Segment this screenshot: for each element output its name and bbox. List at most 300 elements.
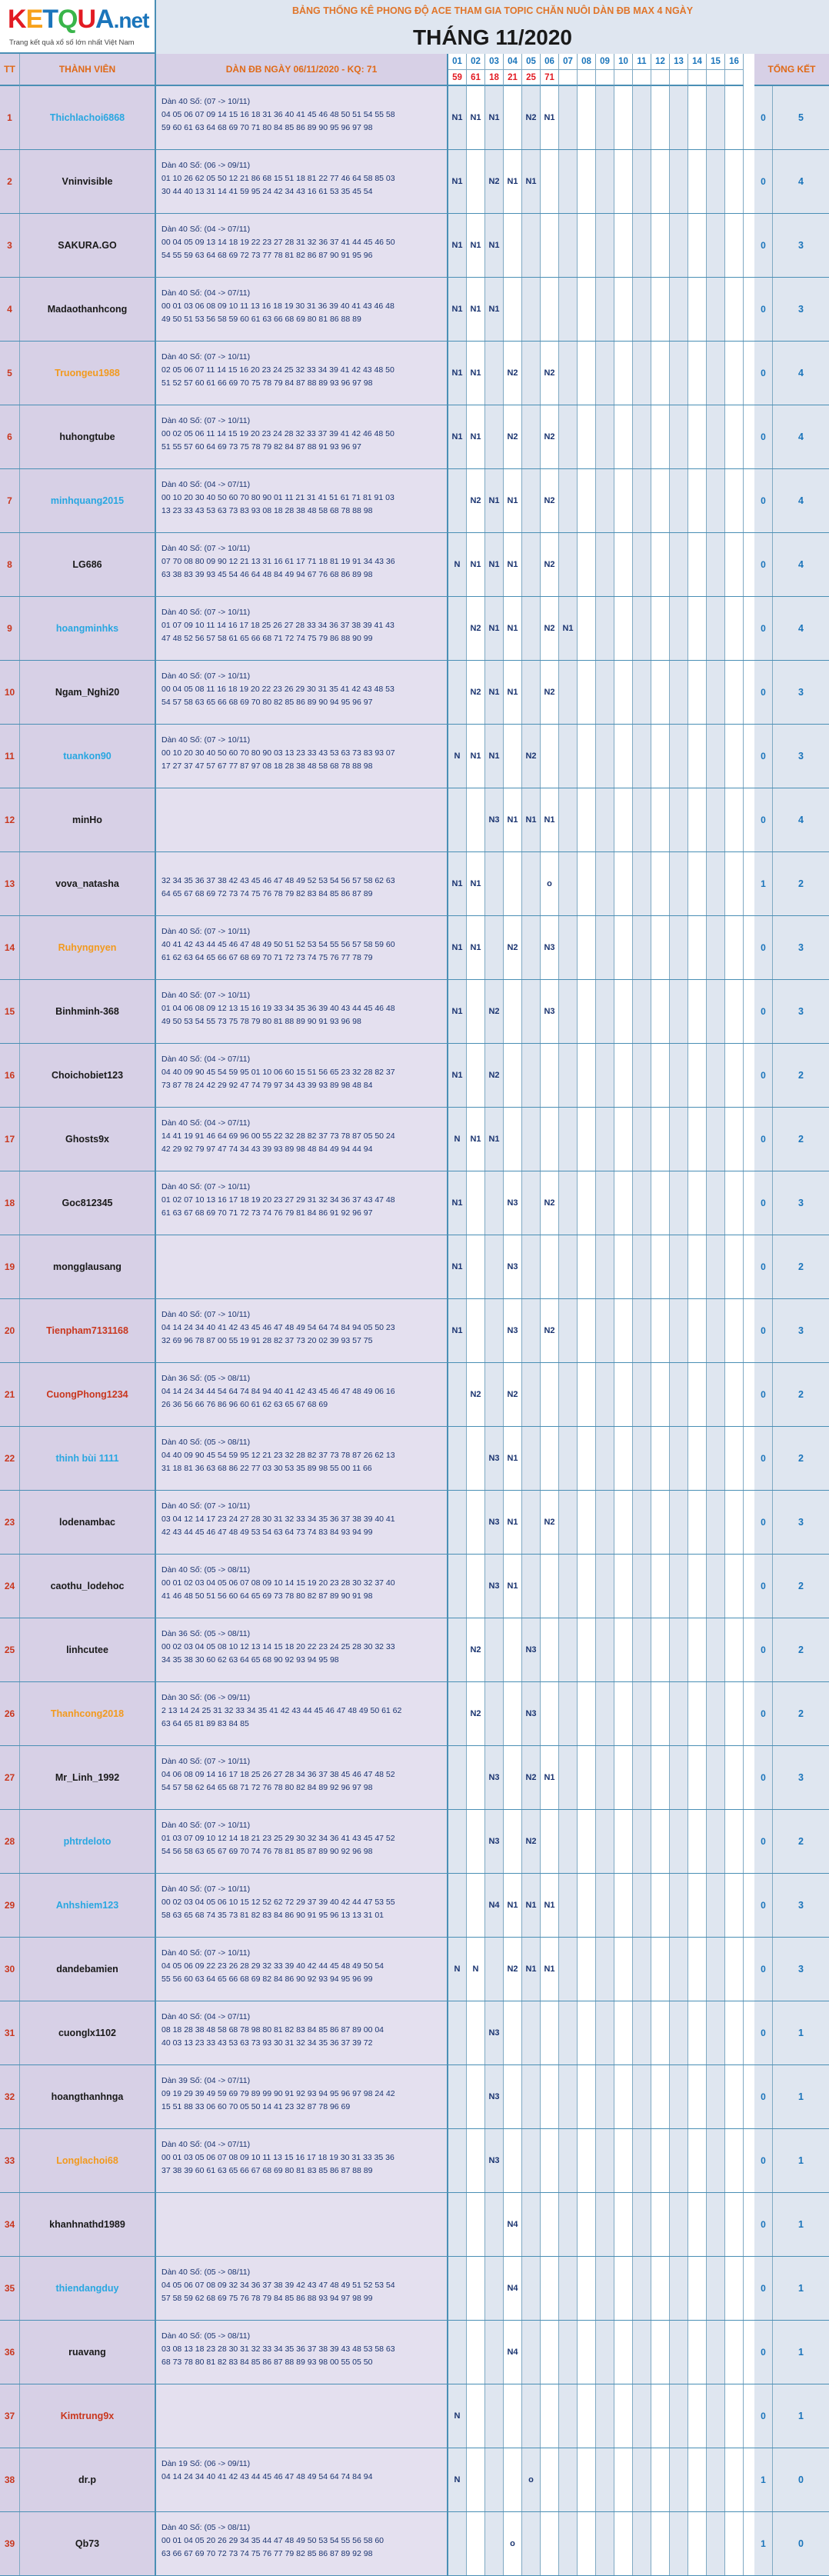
miss-count: 0 [754, 1938, 773, 2001]
day-cell: N [448, 2448, 467, 2511]
total-count: 1 [773, 2129, 829, 2192]
day-cell: N3 [485, 1427, 504, 1490]
day-cell [614, 2001, 633, 2064]
day-cell [707, 2193, 725, 2256]
dan-numbers [156, 86, 448, 149]
dan-line: 04 14 24 34 40 41 42 43 44 45 46 47 48 49 54 64 74 84 94 [161, 2472, 373, 2481]
day-cell [688, 2001, 707, 2064]
day-cell [541, 1555, 559, 1618]
total-count: 0 [773, 2448, 829, 2511]
dan-line: 01 07 09 10 11 14 16 17 18 25 26 27 28 33 34 36 37 38 39 41 43 [161, 621, 395, 630]
dan-line: 2 13 14 24 25 31 32 33 34 35 41 42 43 44 45 46 47 48 49 50 61 62 [161, 1706, 402, 1715]
day-cell [688, 2257, 707, 2320]
day-cell [670, 1044, 688, 1107]
table-row [0, 2512, 829, 2576]
row-index: 9 [0, 597, 20, 660]
dan-line [161, 798, 447, 811]
dan-line: Dàn 30 Số: (06 -> 09/11) [161, 1693, 251, 1702]
day-cell: N1 [485, 533, 504, 596]
day-result [707, 70, 725, 86]
day-cell [670, 342, 688, 405]
day-cell [596, 150, 614, 213]
member-name[interactable]: Mr_Linh_1992 [20, 1746, 156, 1809]
day-cell [633, 1427, 651, 1490]
member-name[interactable]: caothu_lodehoc [20, 1555, 156, 1618]
table-row [0, 469, 829, 533]
col-header-total: TỔNG KẾT [754, 54, 829, 86]
day-cell: N3 [485, 788, 504, 851]
day-header: 10 [614, 54, 633, 70]
total-count: 3 [773, 916, 829, 979]
day-cell [559, 852, 578, 915]
day-cell [614, 278, 633, 341]
member-name[interactable]: ruavang [20, 2321, 156, 2384]
dan-line: 42 43 44 45 46 47 48 49 53 54 63 64 73 74 83 84 93 94 99 [161, 1528, 373, 1537]
member-name[interactable]: Ruhyngnyen [20, 916, 156, 979]
member-name[interactable]: Longlachoi68 [20, 2129, 156, 2192]
dan-line: 15 51 88 33 06 60 70 05 50 14 41 23 32 87 78 96 69 [161, 2102, 351, 2111]
day-cell [504, 852, 522, 915]
row-index: 23 [0, 1491, 20, 1554]
day-cell: N4 [504, 2257, 522, 2320]
day-cell: N1 [541, 1938, 559, 2001]
day-result [578, 70, 596, 86]
dan-line: 00 02 03 04 05 08 10 12 13 14 15 18 20 22 23 24 25 28 30 32 33 [161, 1642, 395, 1651]
dan-line: Dàn 40 Số: (07 -> 10/11) [161, 1310, 251, 1319]
dan-line: 54 57 58 62 64 65 68 71 72 76 78 80 82 84 89 92 96 97 98 [161, 1783, 373, 1792]
day-cell [633, 1810, 651, 1873]
total-count: 2 [773, 1235, 829, 1298]
day-cell [485, 2257, 504, 2320]
day-cell [522, 342, 541, 405]
day-cell [651, 1810, 670, 1873]
day-cell [522, 1108, 541, 1171]
member-name[interactable]: LG686 [20, 533, 156, 596]
dan-line [161, 2394, 447, 2407]
member-name[interactable]: Binhminh-368 [20, 980, 156, 1043]
day-cell [688, 1108, 707, 1171]
dan-numbers [156, 2321, 448, 2384]
day-cell [633, 214, 651, 277]
dan-line [161, 811, 447, 824]
day-cell [559, 1044, 578, 1107]
dan-line: 54 55 59 63 64 68 69 72 73 77 78 81 82 86 87 90 91 95 96 [161, 251, 373, 260]
day-cell [725, 597, 744, 660]
day-cell [725, 1938, 744, 2001]
day-cell [448, 661, 467, 724]
day-cell [670, 1108, 688, 1171]
dan-line: 04 05 06 07 09 14 15 16 18 31 36 40 41 45 46 48 50 51 54 55 58 [161, 110, 395, 119]
dan-numbers [156, 469, 448, 532]
day-cell [541, 278, 559, 341]
day-cell: N1 [485, 86, 504, 149]
total-count: 5 [773, 86, 829, 149]
day-cell [614, 1299, 633, 1362]
day-cell: N2 [504, 342, 522, 405]
day-cell [651, 2512, 670, 2575]
day-cell [633, 2448, 651, 2511]
table-row [0, 2384, 829, 2448]
day-cell [614, 1427, 633, 1490]
day-cell [633, 2257, 651, 2320]
day-cell: N2 [504, 916, 522, 979]
dan-line: Dàn 40 Số: (07 -> 10/11) [161, 991, 251, 1000]
table-row [0, 2193, 829, 2257]
total-count: 1 [773, 2001, 829, 2064]
day-cell [651, 1235, 670, 1298]
day-cell [707, 278, 725, 341]
day-cell [448, 1682, 467, 1745]
day-cell [725, 1555, 744, 1618]
day-cell [596, 916, 614, 979]
day-cell: N2 [541, 1491, 559, 1554]
day-cell: N2 [541, 533, 559, 596]
day-cell [578, 342, 596, 405]
day-cell [467, 788, 485, 851]
day-cell [596, 597, 614, 660]
dan-line: Dàn 40 Số: (05 -> 08/11) [161, 2523, 251, 2532]
dan-numbers [156, 980, 448, 1043]
day-cell [670, 980, 688, 1043]
row-index: 3 [0, 214, 20, 277]
day-cell [467, 2129, 485, 2192]
day-cell [614, 1555, 633, 1618]
day-cell [596, 2321, 614, 2384]
day-cell [578, 2065, 596, 2128]
member-name[interactable]: Vninvisible [20, 150, 156, 213]
day-cell [651, 342, 670, 405]
day-result [633, 70, 651, 86]
dan-line [161, 1271, 447, 1284]
day-cell [614, 150, 633, 213]
table-row [0, 597, 829, 661]
member-name[interactable]: Goc812345 [20, 1171, 156, 1235]
day-cell [633, 1682, 651, 1745]
total-count: 4 [773, 405, 829, 468]
dan-line: Dàn 40 Số: (04 -> 07/11) [161, 480, 251, 489]
day-cell [688, 725, 707, 788]
day-cell: N [448, 1108, 467, 1171]
dan-line: 17 27 37 47 57 67 77 87 97 08 18 28 38 48 58 68 78 88 98 [161, 761, 373, 771]
day-cell [633, 2384, 651, 2448]
miss-count: 0 [754, 1044, 773, 1107]
day-cell [633, 661, 651, 724]
day-cell [522, 852, 541, 915]
row-index: 21 [0, 1363, 20, 1426]
day-cell [559, 2512, 578, 2575]
day-cell [578, 533, 596, 596]
day-cell [651, 214, 670, 277]
day-cell [651, 852, 670, 915]
day-cell [707, 1171, 725, 1235]
day-cell [578, 1491, 596, 1554]
day-cell: N1 [467, 86, 485, 149]
day-cell [578, 2001, 596, 2064]
day-result: 25 [522, 70, 541, 86]
dan-line: 49 50 51 53 56 58 59 60 61 63 66 68 69 80 81 86 88 89 [161, 315, 361, 324]
member-name[interactable]: khanhnathd1989 [20, 2193, 156, 2256]
day-cell [707, 916, 725, 979]
day-cell: N4 [485, 1874, 504, 1937]
day-cell [448, 1491, 467, 1554]
dan-numbers [156, 2193, 448, 2256]
miss-count: 0 [754, 2257, 773, 2320]
day-cell [614, 469, 633, 532]
day-cell [559, 1491, 578, 1554]
day-cell [522, 1171, 541, 1235]
member-name[interactable]: minHo [20, 788, 156, 851]
table-row [0, 916, 829, 980]
dan-line: Dàn 40 Số: (07 -> 10/11) [161, 1821, 251, 1830]
day-cell [633, 1874, 651, 1937]
day-cell [522, 469, 541, 532]
dan-line: 68 73 78 80 81 82 83 84 85 86 87 88 89 93 98 00 55 05 50 [161, 2358, 373, 2367]
day-cell: N [448, 2384, 467, 2448]
dan-line: 49 50 53 54 55 73 75 78 79 80 81 88 89 90 91 93 96 98 [161, 1017, 361, 1026]
day-cell [559, 1618, 578, 1681]
day-cell: N3 [541, 980, 559, 1043]
miss-count: 0 [754, 1810, 773, 1873]
day-cell: N3 [485, 1810, 504, 1873]
day-cell [504, 725, 522, 788]
day-cell [707, 469, 725, 532]
day-cell [725, 150, 744, 213]
day-cell: N4 [504, 2321, 522, 2384]
row-index: 18 [0, 1171, 20, 1235]
day-cell [578, 1363, 596, 1426]
day-cell [504, 2065, 522, 2128]
table-row [0, 1874, 829, 1938]
dan-line: 64 65 67 68 69 72 73 74 75 76 78 79 82 83 84 85 86 87 89 [161, 889, 373, 898]
dan-line: Dàn 40 Số: (04 -> 07/11) [161, 225, 251, 234]
day-header: 14 [688, 54, 707, 70]
miss-count: 0 [754, 2321, 773, 2384]
member-name[interactable]: Ngam_Nghi20 [20, 661, 156, 724]
total-count: 4 [773, 788, 829, 851]
day-cell [559, 405, 578, 468]
day-cell [670, 1618, 688, 1681]
day-cell [522, 1491, 541, 1554]
dan-numbers [156, 1938, 448, 2001]
member-name[interactable]: Truongeu1988 [20, 342, 156, 405]
day-result [596, 70, 614, 86]
day-cell [559, 1810, 578, 1873]
dan-line [161, 2484, 447, 2497]
day-cell [688, 916, 707, 979]
day-cell [448, 469, 467, 532]
day-cell [688, 1427, 707, 1490]
dan-line [161, 861, 447, 875]
day-cell [578, 2512, 596, 2575]
total-count: 3 [773, 1938, 829, 2001]
member-name[interactable]: Choichobiet123 [20, 1044, 156, 1107]
member-name[interactable]: dr.p [20, 2448, 156, 2511]
day-cell [707, 661, 725, 724]
dan-numbers [156, 2257, 448, 2320]
day-cell [559, 2065, 578, 2128]
row-index: 8 [0, 533, 20, 596]
day-cell [578, 2129, 596, 2192]
member-name[interactable]: huhongtube [20, 405, 156, 468]
day-cell [541, 725, 559, 788]
table-row [0, 2065, 829, 2129]
day-cell [559, 342, 578, 405]
day-cell [596, 1810, 614, 1873]
day-cell [522, 1044, 541, 1107]
day-cell [541, 214, 559, 277]
member-name[interactable]: Thanhcong2018 [20, 1682, 156, 1745]
day-cell [596, 1938, 614, 2001]
member-name[interactable]: thinh bùi 1111 [20, 1427, 156, 1490]
day-cell [670, 1235, 688, 1298]
day-cell [559, 2321, 578, 2384]
member-name[interactable]: hoangminhks [20, 597, 156, 660]
member-name[interactable]: lodenambac [20, 1491, 156, 1554]
day-cell [522, 405, 541, 468]
day-cell: N1 [448, 1235, 467, 1298]
member-name[interactable]: mongglausang [20, 1235, 156, 1298]
dan-line: 63 64 65 81 89 83 84 85 [161, 1719, 249, 1728]
dan-line: Dàn 40 Số: (07 -> 10/11) [161, 97, 251, 106]
row-index: 13 [0, 852, 20, 915]
miss-count: 0 [754, 1682, 773, 1745]
day-cell [670, 916, 688, 979]
member-name[interactable]: Qb73 [20, 2512, 156, 2575]
day-cell: N3 [485, 2065, 504, 2128]
dan-line: 01 03 07 09 10 12 14 18 21 23 25 29 30 32 34 36 41 43 45 47 52 [161, 1834, 395, 1843]
dan-line: Dàn 19 Số: (06 -> 09/11) [161, 2459, 251, 2468]
total-count: 2 [773, 852, 829, 915]
day-cell [448, 1746, 467, 1809]
dan-line: Dàn 40 Số: (07 -> 10/11) [161, 1948, 251, 1958]
table-row [0, 1108, 829, 1171]
member-name[interactable]: linhcutee [20, 1618, 156, 1681]
day-cell [596, 980, 614, 1043]
day-cell [559, 469, 578, 532]
day-cell [725, 2001, 744, 2064]
day-cell [670, 2001, 688, 2064]
day-cell: N1 [485, 1108, 504, 1171]
table-row [0, 661, 829, 725]
total-count: 3 [773, 214, 829, 277]
day-cell: N1 [448, 1044, 467, 1107]
member-name[interactable]: Tienpham7131168 [20, 1299, 156, 1362]
member-name[interactable]: vova_natasha [20, 852, 156, 915]
member-name[interactable]: Kimtrung9x [20, 2384, 156, 2448]
row-index: 15 [0, 980, 20, 1043]
day-cell [670, 1874, 688, 1937]
day-cell [522, 2129, 541, 2192]
member-name[interactable]: phtrdeloto [20, 1810, 156, 1873]
miss-count: 0 [754, 2129, 773, 2192]
day-cell [541, 2512, 559, 2575]
day-cell [707, 1235, 725, 1298]
day-cell: N2 [541, 1299, 559, 1362]
day-cell: N1 [485, 214, 504, 277]
member-name[interactable]: dandebamien [20, 1938, 156, 2001]
miss-count: 0 [754, 980, 773, 1043]
table-row [0, 2257, 829, 2321]
day-cell: N3 [504, 1171, 522, 1235]
day-cell: N2 [541, 661, 559, 724]
day-cell [688, 214, 707, 277]
row-index: 14 [0, 916, 20, 979]
day-cell [614, 661, 633, 724]
dan-numbers [156, 2448, 448, 2511]
dan-line [161, 1258, 447, 1271]
member-name[interactable]: cuonglx1102 [20, 2001, 156, 2064]
day-cell [688, 1746, 707, 1809]
day-header: 04 [504, 54, 522, 70]
day-cell [485, 1618, 504, 1681]
member-name[interactable]: hoangthanhnga [20, 2065, 156, 2128]
dan-line: 09 19 29 39 49 59 69 79 89 99 90 91 92 93 94 95 96 97 98 24 42 [161, 2089, 395, 2098]
day-cell [725, 1299, 744, 1362]
day-cell [485, 1299, 504, 1362]
table-row [0, 852, 829, 916]
day-cell [614, 1491, 633, 1554]
day-cell: N1 [504, 1427, 522, 1490]
member-name[interactable]: Thichlachoi6868 [20, 86, 156, 149]
member-name[interactable]: Anhshiem123 [20, 1874, 156, 1937]
day-cell [670, 1299, 688, 1362]
day-cell [522, 2384, 541, 2448]
day-cell [707, 2129, 725, 2192]
day-cell [651, 725, 670, 788]
day-cell: N3 [522, 1682, 541, 1745]
member-name[interactable]: CuongPhong1234 [20, 1363, 156, 1426]
day-cell [467, 150, 485, 213]
day-cell [467, 2001, 485, 2064]
row-index: 38 [0, 2448, 20, 2511]
table-row [0, 2448, 829, 2512]
day-cell: N1 [522, 1938, 541, 2001]
day-cell [707, 1299, 725, 1362]
member-name[interactable]: minhquang2015 [20, 469, 156, 532]
dan-line: 51 55 57 60 64 69 73 75 78 79 82 84 87 88 91 93 96 97 [161, 442, 361, 452]
member-name[interactable]: Ghosts9x [20, 1108, 156, 1171]
dan-line: 01 04 06 08 09 12 13 15 16 19 33 34 35 36 39 40 43 44 45 46 48 [161, 1004, 395, 1013]
member-name[interactable]: thiendangduy [20, 2257, 156, 2320]
member-name[interactable]: Madaothanhcong [20, 278, 156, 341]
site-logo[interactable] [0, 0, 156, 54]
day-cell [467, 1235, 485, 1298]
miss-count: 0 [754, 1555, 773, 1618]
day-cell [725, 86, 744, 149]
day-cell: N1 [448, 150, 467, 213]
dan-numbers [156, 1044, 448, 1107]
day-cell [688, 1171, 707, 1235]
day-cell [467, 2321, 485, 2384]
day-cell [614, 788, 633, 851]
member-name[interactable]: SAKURA.GO [20, 214, 156, 277]
table-row [0, 86, 829, 150]
day-cell: N1 [448, 916, 467, 979]
member-name[interactable]: tuankon90 [20, 725, 156, 788]
table-row [0, 1555, 829, 1618]
day-cell [707, 2257, 725, 2320]
dan-line: 54 56 58 63 65 67 69 70 74 76 78 81 85 87 89 90 92 96 98 [161, 1847, 373, 1856]
day-cell [578, 150, 596, 213]
dan-numbers [156, 597, 448, 660]
day-cell [725, 1874, 744, 1937]
day-cell: N2 [485, 1044, 504, 1107]
miss-count: 1 [754, 852, 773, 915]
day-cell [707, 1491, 725, 1554]
day-cell [614, 1235, 633, 1298]
miss-count: 0 [754, 405, 773, 468]
day-cell: N1 [541, 1874, 559, 1937]
